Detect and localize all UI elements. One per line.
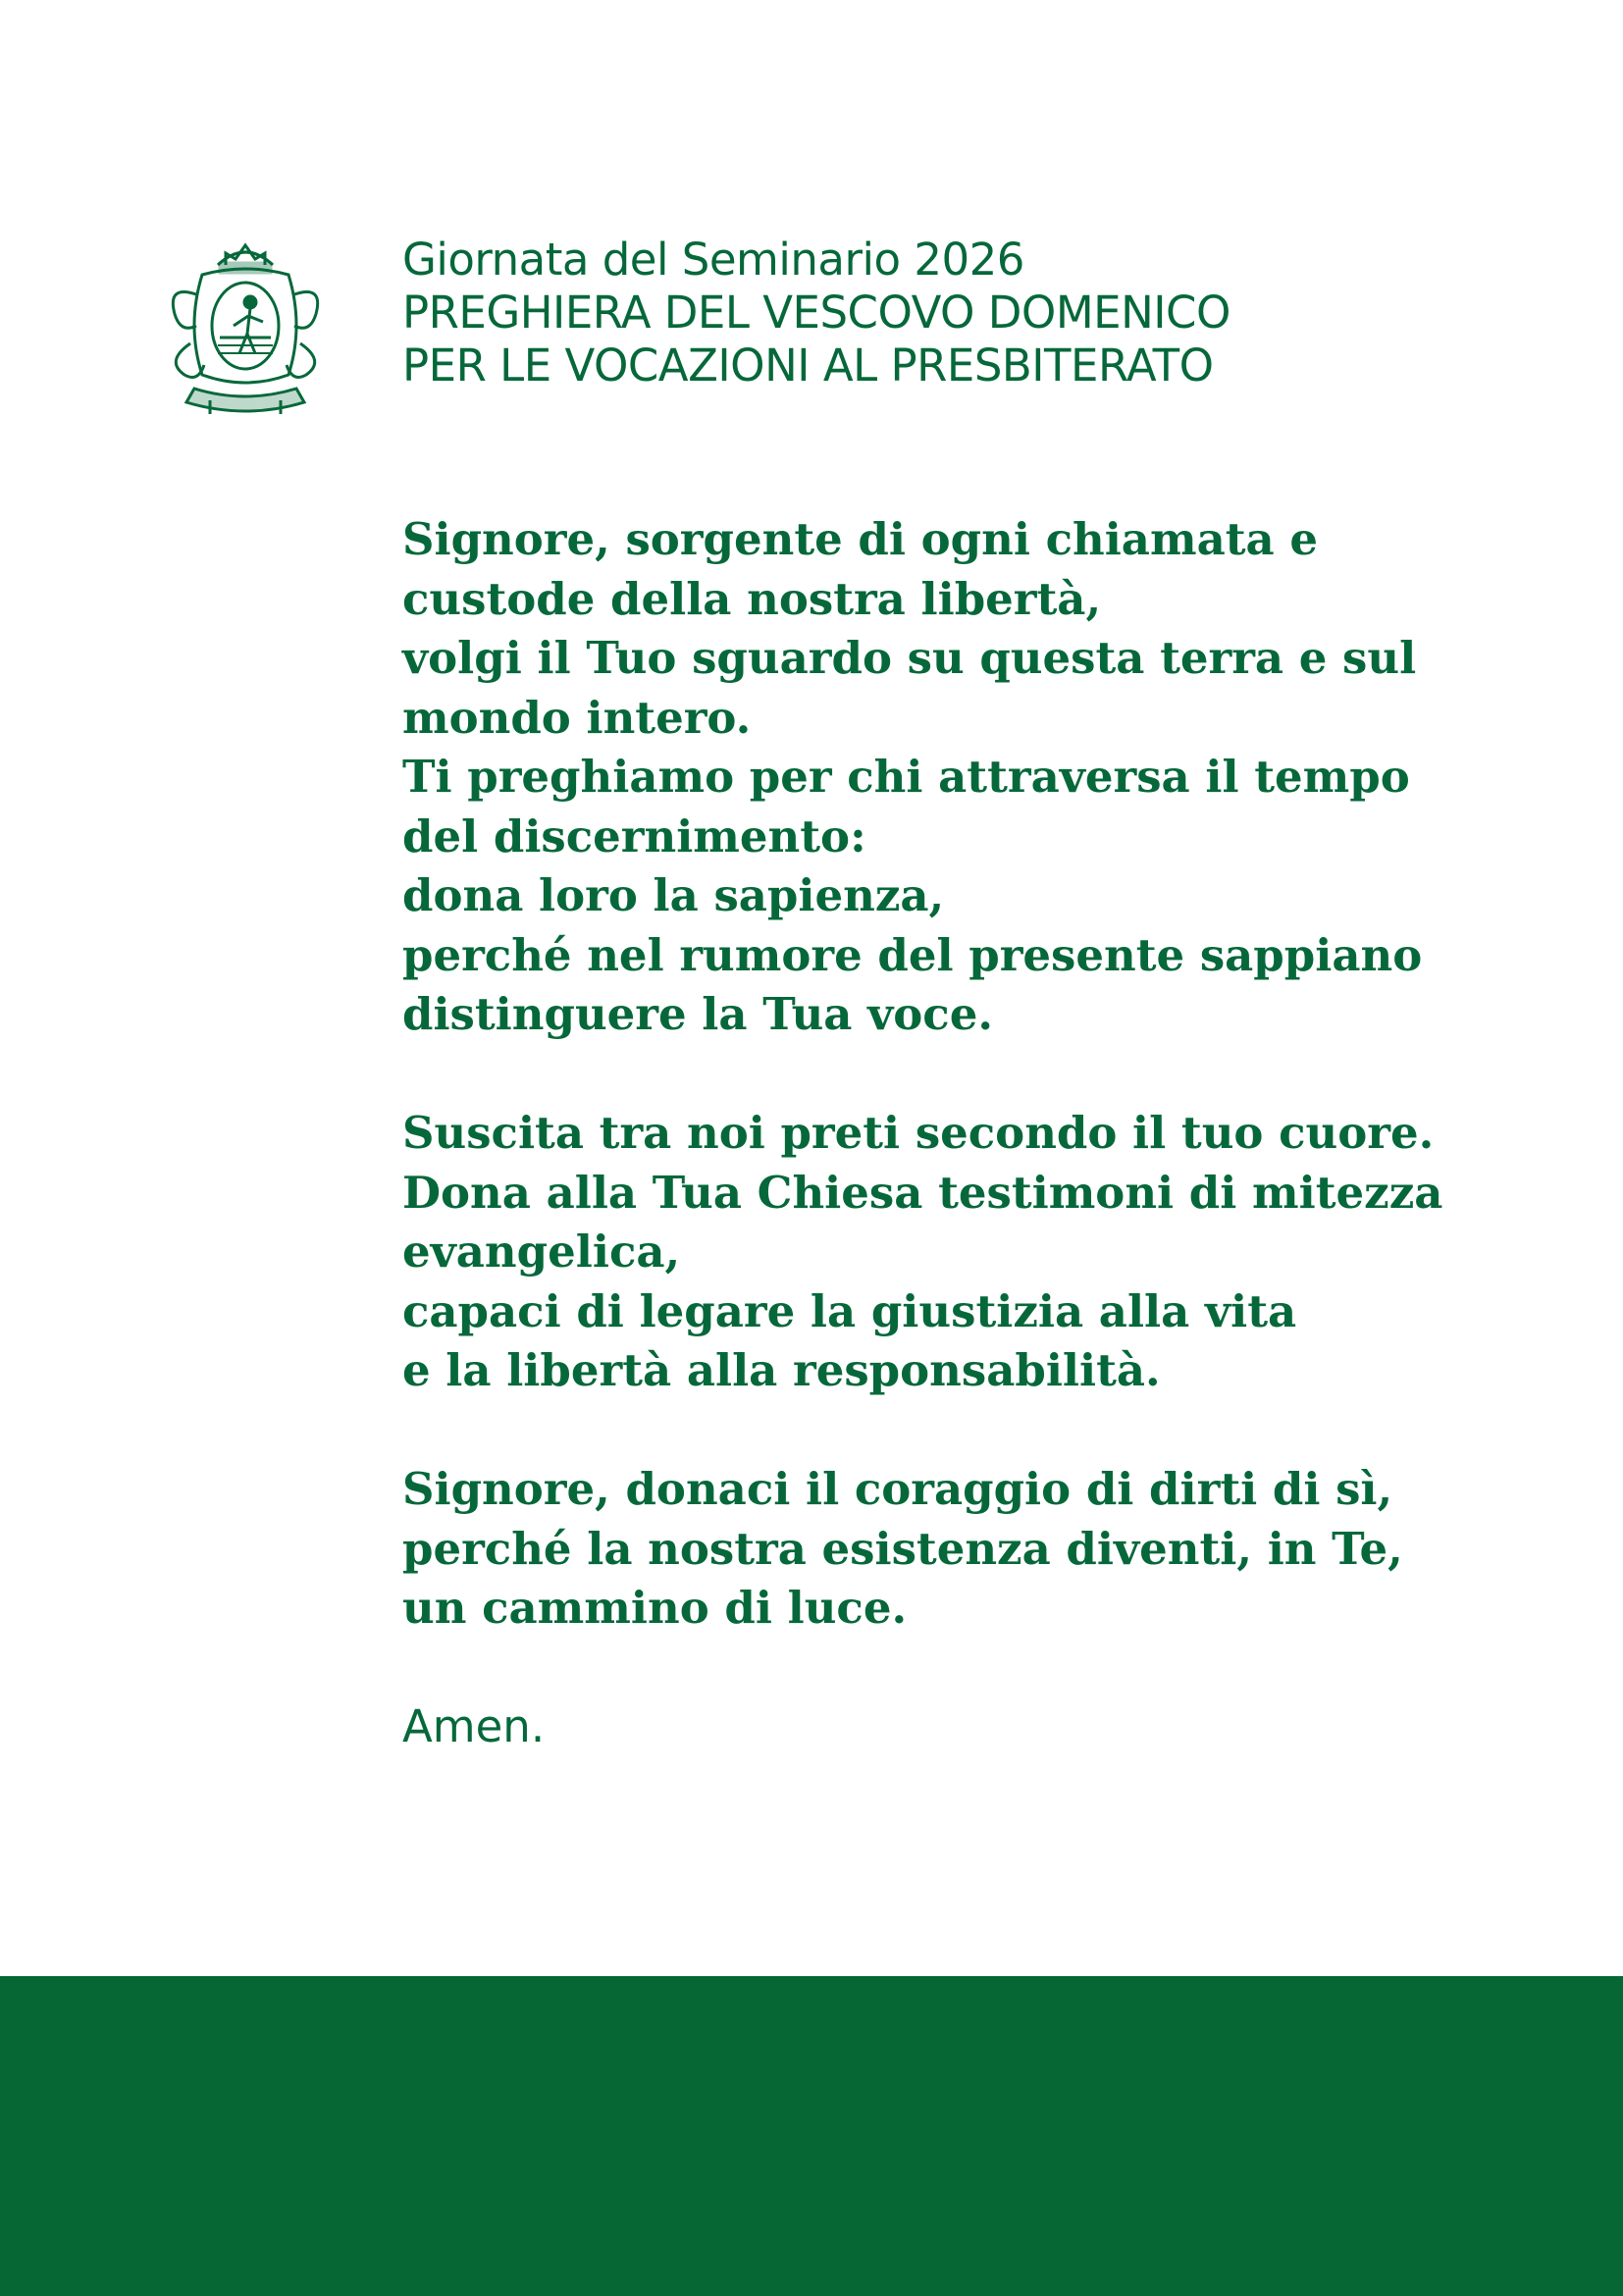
prayer-line: Signore, donaci il coraggio di dirti di sì, [402, 1463, 1393, 1515]
prayer-line: e la libertà alla responsabilità. [402, 1344, 1161, 1396]
prayer-stanza-1 [402, 510, 1531, 1045]
prayer-text [402, 510, 1531, 1757]
prayer-line: Dona alla Tua Chiesa testimoni di mitezza [402, 1166, 1443, 1219]
prayer-line: dona loro la sapienza, [402, 869, 945, 921]
prayer-line: Ti preghiamo per chi attraversa il tempo [402, 751, 1410, 803]
footer-band [0, 1976, 1623, 2296]
prayer-line: custode della nostra libertà, [402, 572, 1102, 625]
coat-of-arms-icon [157, 235, 334, 417]
prayer-line: volgi il Tuo sguardo su questa terra e sul [402, 632, 1417, 684]
prayer-line: perché nel rumore del presente sappiano [402, 928, 1423, 981]
prayer-line: Signore, sorgente di ogni chiamata e [402, 513, 1318, 565]
prayer-amen: Amen. [402, 1700, 546, 1752]
prayer-line: mondo intero. [402, 691, 752, 744]
prayer-stanza-2 [402, 1104, 1531, 1401]
prayer-line: distinguere la Tua voce. [402, 988, 993, 1040]
prayer-line: Suscita tra noi preti secondo il tuo cuore. [402, 1107, 1435, 1159]
prayer-line: un cammino di luce. [402, 1582, 908, 1634]
header-event-title: Giornata del Seminario 2026 [402, 234, 1024, 286]
prayer-line: capaci di legare la giustizia alla vita [402, 1284, 1297, 1337]
header-prayer-subtitle: PER LE VOCAZIONI AL PRESBITERATO [402, 339, 1214, 391]
header-prayer-title: PREGHIERA DEL VESCOVO DOMENICO [402, 287, 1230, 339]
prayer-line: evangelica, [402, 1226, 681, 1278]
prayer-line: perché la nostra esistenza diventi, in Te, [402, 1522, 1403, 1575]
document-header [402, 234, 1531, 392]
prayer-line: del discernimento: [402, 809, 866, 862]
prayer-stanza-3 [402, 1460, 1531, 1639]
